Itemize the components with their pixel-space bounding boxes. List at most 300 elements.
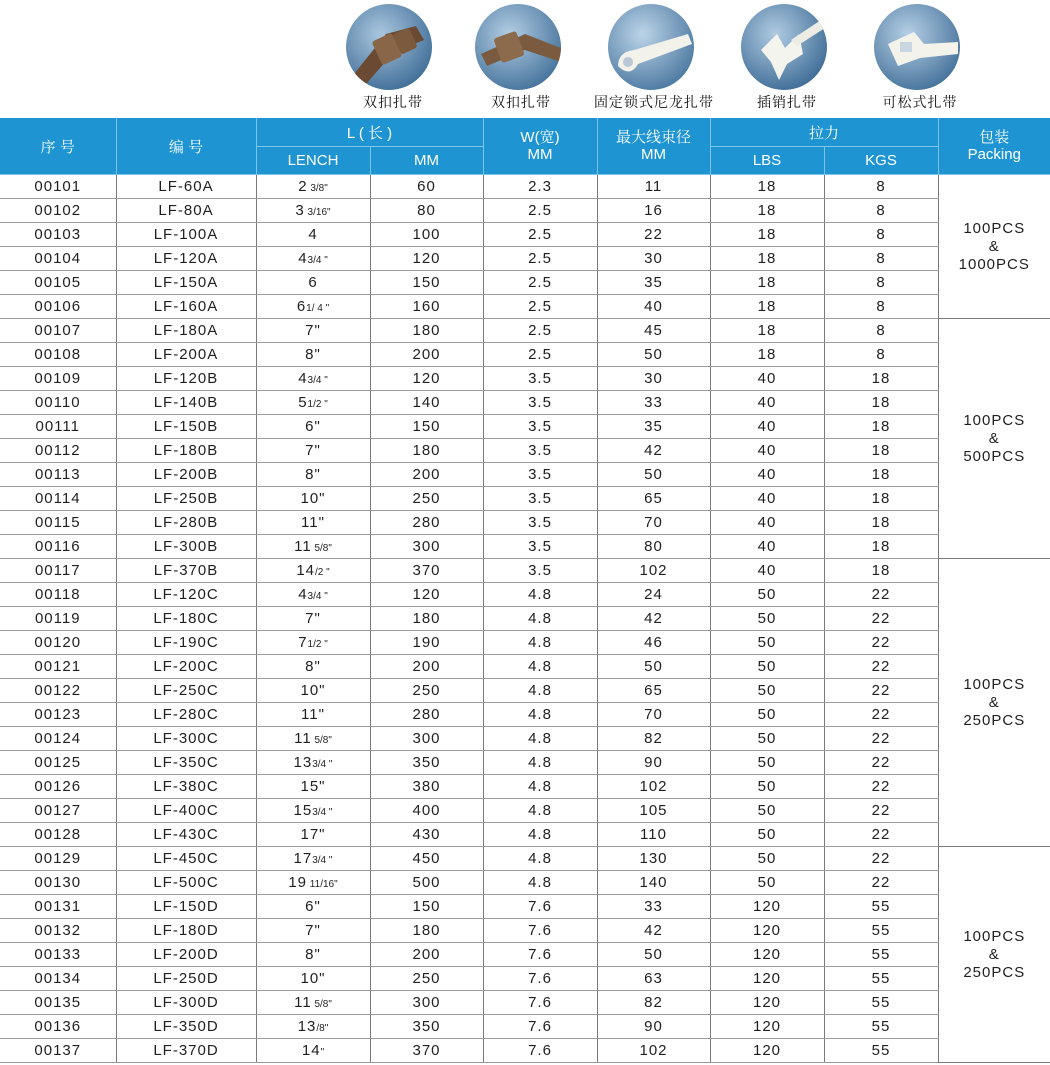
cell-mm: 150 <box>370 895 483 919</box>
table-row <box>0 583 1050 607</box>
inch-whole: 7" <box>305 322 321 339</box>
cell-kgs: 22 <box>824 583 938 607</box>
cell-kgs: 18 <box>824 415 938 439</box>
cell-seq: 00104 <box>0 247 116 271</box>
cell-width: 7.6 <box>483 991 597 1015</box>
inch-whole: 8" <box>305 346 321 363</box>
table-row <box>0 1015 1050 1039</box>
cell-mm: 200 <box>370 343 483 367</box>
cell-mm: 80 <box>370 199 483 223</box>
cell-width: 7.6 <box>483 919 597 943</box>
cell-kgs: 8 <box>824 223 938 247</box>
col-seq: 序 号 <box>0 118 116 175</box>
cell-width: 7.6 <box>483 1039 597 1063</box>
cell-inch <box>256 1015 370 1039</box>
inch-whole: 4 <box>298 250 308 267</box>
cell-kgs: 8 <box>824 319 938 343</box>
cell-bundle: 50 <box>597 463 710 487</box>
cell-code: LF-300C <box>116 727 256 751</box>
cell-code: LF-120B <box>116 367 256 391</box>
cell-kgs: 18 <box>824 367 938 391</box>
cell-inch <box>256 247 370 271</box>
cell-width: 2.5 <box>483 247 597 271</box>
table-row <box>0 415 1050 439</box>
cell-code: LF-100A <box>116 223 256 247</box>
spec-table <box>0 118 1050 1063</box>
inch-whole: 6" <box>305 898 321 915</box>
cell-mm: 250 <box>370 679 483 703</box>
cell-width: 2.5 <box>483 199 597 223</box>
cell-inch <box>256 895 370 919</box>
cell-bundle: 42 <box>597 439 710 463</box>
cell-bundle: 33 <box>597 895 710 919</box>
cell-inch <box>256 367 370 391</box>
cell-seq: 00107 <box>0 319 116 343</box>
cell-inch <box>256 679 370 703</box>
cell-width: 3.5 <box>483 559 597 583</box>
packing-line2: & <box>988 693 1000 711</box>
cell-seq: 00113 <box>0 463 116 487</box>
cell-inch <box>256 871 370 895</box>
table-row <box>0 607 1050 631</box>
cell-mm: 160 <box>370 295 483 319</box>
col-packing <box>938 118 1050 175</box>
cell-mm: 180 <box>370 439 483 463</box>
cell-kgs: 18 <box>824 439 938 463</box>
cell-code: LF-200A <box>116 343 256 367</box>
table-row <box>0 1039 1050 1063</box>
table-row <box>0 775 1050 799</box>
cell-mm: 400 <box>370 799 483 823</box>
cell-mm: 280 <box>370 703 483 727</box>
cell-width: 4.8 <box>483 847 597 871</box>
cell-lbs: 40 <box>710 511 824 535</box>
table-row <box>0 919 1050 943</box>
table-row <box>0 295 1050 319</box>
cell-bundle: 11 <box>597 175 710 199</box>
inch-whole: 7" <box>305 442 321 459</box>
col-code: 编 号 <box>116 118 256 175</box>
inch-whole: 8" <box>305 658 321 675</box>
inch-fraction: 3/4 " <box>312 855 333 866</box>
cell-inch <box>256 775 370 799</box>
cell-inch <box>256 175 370 199</box>
cell-width: 2.5 <box>483 271 597 295</box>
col-lench: LENCH <box>256 147 370 175</box>
cell-seq: 00101 <box>0 175 116 199</box>
product-double-lock-2 <box>455 0 587 118</box>
cell-width: 7.6 <box>483 967 597 991</box>
cell-inch <box>256 295 370 319</box>
cell-seq: 00125 <box>0 751 116 775</box>
cell-bundle: 65 <box>597 679 710 703</box>
cell-code: LF-450C <box>116 847 256 871</box>
inch-fraction: 3/4 " <box>312 807 333 818</box>
cell-inch <box>256 919 370 943</box>
product-caption: 固定锁式尼龙扎带 <box>594 94 714 110</box>
cell-lbs: 50 <box>710 631 824 655</box>
table-row <box>0 799 1050 823</box>
cell-bundle: 102 <box>597 775 710 799</box>
cell-inch <box>256 727 370 751</box>
packing-line3: 1000PCS <box>958 255 1030 273</box>
cell-kgs: 8 <box>824 343 938 367</box>
cell-mm: 500 <box>370 871 483 895</box>
cell-seq: 00124 <box>0 727 116 751</box>
cell-mm: 200 <box>370 463 483 487</box>
cell-bundle: 40 <box>597 295 710 319</box>
col-packing-label-en: Packing <box>967 146 1021 163</box>
product-gallery <box>0 0 1050 118</box>
table-row <box>0 967 1050 991</box>
cell-seq: 00115 <box>0 511 116 535</box>
cell-width: 2.5 <box>483 319 597 343</box>
inch-whole: 11 <box>294 994 312 1011</box>
cell-inch <box>256 199 370 223</box>
cell-seq: 00106 <box>0 295 116 319</box>
cell-lbs: 50 <box>710 799 824 823</box>
cell-lbs: 50 <box>710 871 824 895</box>
inch-fraction: 3/8" <box>307 183 328 194</box>
table-body <box>0 175 1050 1063</box>
inch-whole: 15" <box>300 778 326 795</box>
cell-seq: 00128 <box>0 823 116 847</box>
cell-bundle: 70 <box>597 511 710 535</box>
cell-kgs: 55 <box>824 1039 938 1063</box>
cell-seq: 00135 <box>0 991 116 1015</box>
cell-mm: 150 <box>370 271 483 295</box>
cell-inch <box>256 463 370 487</box>
table-row <box>0 703 1050 727</box>
cell-code: LF-430C <box>116 823 256 847</box>
cell-seq: 00130 <box>0 871 116 895</box>
product-double-lock-1 <box>327 0 459 118</box>
cell-lbs: 120 <box>710 1039 824 1063</box>
cell-inch <box>256 487 370 511</box>
inch-whole: 4 <box>298 586 308 603</box>
cell-inch <box>256 847 370 871</box>
cell-inch <box>256 343 370 367</box>
cell-kgs: 18 <box>824 535 938 559</box>
cell-code: LF-190C <box>116 631 256 655</box>
cell-inch <box>256 511 370 535</box>
cell-bundle: 82 <box>597 727 710 751</box>
cell-seq: 00122 <box>0 679 116 703</box>
cell-code: LF-250C <box>116 679 256 703</box>
inch-fraction: 5/8" <box>311 543 332 554</box>
cell-width: 4.8 <box>483 703 597 727</box>
cell-mm: 190 <box>370 631 483 655</box>
table-row <box>0 727 1050 751</box>
cell-inch <box>256 823 370 847</box>
cell-code: LF-370B <box>116 559 256 583</box>
cell-inch <box>256 559 370 583</box>
cell-code: LF-280B <box>116 511 256 535</box>
inch-whole: 10" <box>300 490 326 507</box>
cell-kgs: 55 <box>824 943 938 967</box>
packing-line1: 100PCS <box>963 219 1026 237</box>
cell-width: 2.3 <box>483 175 597 199</box>
inch-fraction: 3/16" <box>304 207 331 218</box>
cell-bundle: 50 <box>597 943 710 967</box>
table-row <box>0 343 1050 367</box>
cell-lbs: 18 <box>710 295 824 319</box>
cell-kgs: 22 <box>824 727 938 751</box>
col-packing-label: 包装 <box>979 129 1010 146</box>
cell-kgs: 55 <box>824 967 938 991</box>
cell-code: LF-500C <box>116 871 256 895</box>
table-row <box>0 511 1050 535</box>
table-row <box>0 895 1050 919</box>
push-pin-tie-icon <box>741 4 827 90</box>
inch-fraction: 3/4 " <box>307 375 328 386</box>
cell-seq: 00120 <box>0 631 116 655</box>
cell-seq: 00109 <box>0 367 116 391</box>
cell-packing <box>938 559 1050 847</box>
cell-lbs: 40 <box>710 415 824 439</box>
cell-seq: 00117 <box>0 559 116 583</box>
cell-seq: 00118 <box>0 583 116 607</box>
cell-mm: 450 <box>370 847 483 871</box>
inch-fraction: 1/2 " <box>307 399 328 410</box>
cell-mm: 60 <box>370 175 483 199</box>
table-row <box>0 991 1050 1015</box>
cell-code: LF-150B <box>116 415 256 439</box>
table-row <box>0 871 1050 895</box>
table-row <box>0 367 1050 391</box>
cell-mm: 370 <box>370 559 483 583</box>
cell-mm: 280 <box>370 511 483 535</box>
cell-packing <box>938 175 1050 319</box>
double-lock-tie-icon <box>346 4 432 90</box>
cell-lbs: 120 <box>710 967 824 991</box>
cell-code: LF-180B <box>116 439 256 463</box>
cell-lbs: 50 <box>710 727 824 751</box>
cell-lbs: 120 <box>710 1015 824 1039</box>
inch-whole: 13 <box>293 754 313 771</box>
cell-kgs: 8 <box>824 295 938 319</box>
cell-lbs: 40 <box>710 559 824 583</box>
cell-code: LF-140B <box>116 391 256 415</box>
cell-bundle: 140 <box>597 871 710 895</box>
cell-kgs: 22 <box>824 775 938 799</box>
mount-lock-nylon-tie-icon <box>608 4 694 90</box>
table-row <box>0 199 1050 223</box>
cell-seq: 00110 <box>0 391 116 415</box>
cell-mm: 140 <box>370 391 483 415</box>
col-length: L ( 长 ) <box>256 118 483 147</box>
cell-inch <box>256 751 370 775</box>
cell-bundle: 82 <box>597 991 710 1015</box>
cell-bundle: 102 <box>597 559 710 583</box>
cell-code: LF-80A <box>116 199 256 223</box>
cell-kgs: 8 <box>824 199 938 223</box>
cell-inch <box>256 943 370 967</box>
cell-bundle: 105 <box>597 799 710 823</box>
cell-code: LF-350C <box>116 751 256 775</box>
inch-whole: 8" <box>305 466 321 483</box>
inch-whole: 11" <box>301 514 325 531</box>
product-releasable <box>854 0 986 118</box>
cell-lbs: 40 <box>710 439 824 463</box>
inch-whole: 11" <box>301 706 325 723</box>
inch-whole: 15 <box>293 802 313 819</box>
cell-lbs: 50 <box>710 775 824 799</box>
cell-mm: 300 <box>370 535 483 559</box>
inch-whole: 2 <box>298 178 308 195</box>
cell-seq: 00134 <box>0 967 116 991</box>
cell-inch <box>256 439 370 463</box>
cell-bundle: 35 <box>597 415 710 439</box>
cell-width: 3.5 <box>483 487 597 511</box>
col-width-label: W(宽) <box>520 129 560 146</box>
cell-kgs: 18 <box>824 487 938 511</box>
cell-code: LF-60A <box>116 175 256 199</box>
product-mount-lock <box>588 0 720 118</box>
cell-kgs: 8 <box>824 175 938 199</box>
cell-kgs: 22 <box>824 631 938 655</box>
cell-inch <box>256 535 370 559</box>
cell-seq: 00136 <box>0 1015 116 1039</box>
cell-bundle: 16 <box>597 199 710 223</box>
cell-kgs: 22 <box>824 655 938 679</box>
cell-seq: 00103 <box>0 223 116 247</box>
cell-inch <box>256 391 370 415</box>
inch-whole: 11 <box>294 538 312 555</box>
inch-fraction: 3/4 " <box>307 591 328 602</box>
inch-whole: 3 <box>295 202 305 219</box>
cell-bundle: 42 <box>597 919 710 943</box>
cell-inch <box>256 607 370 631</box>
inch-whole: 14 <box>296 562 315 579</box>
cell-bundle: 22 <box>597 223 710 247</box>
cell-kgs: 8 <box>824 247 938 271</box>
inch-whole: 14 <box>301 1042 321 1059</box>
inch-whole: 7" <box>305 922 321 939</box>
inch-whole: 19 <box>288 874 308 891</box>
cell-mm: 300 <box>370 727 483 751</box>
cell-width: 4.8 <box>483 631 597 655</box>
cell-code: LF-400C <box>116 799 256 823</box>
inch-fraction: /2 " <box>315 567 330 578</box>
inch-fraction: 5/8" <box>311 999 332 1010</box>
cell-width: 4.8 <box>483 775 597 799</box>
cell-kgs: 8 <box>824 271 938 295</box>
cell-bundle: 80 <box>597 535 710 559</box>
inch-whole: 8" <box>305 946 321 963</box>
cell-code: LF-180C <box>116 607 256 631</box>
col-kgs: KGS <box>824 147 938 175</box>
packing-line1: 100PCS <box>963 675 1026 693</box>
cell-lbs: 18 <box>710 271 824 295</box>
cell-mm: 250 <box>370 967 483 991</box>
cell-code: LF-380C <box>116 775 256 799</box>
cell-code: LF-200C <box>116 655 256 679</box>
inch-whole: 5 <box>298 394 308 411</box>
table-row <box>0 487 1050 511</box>
cell-code: LF-150D <box>116 895 256 919</box>
cell-inch <box>256 967 370 991</box>
product-push-pin <box>721 0 853 118</box>
product-caption: 双扣扎带 <box>363 94 423 110</box>
cell-mm: 300 <box>370 991 483 1015</box>
cell-width: 2.5 <box>483 343 597 367</box>
cell-mm: 350 <box>370 1015 483 1039</box>
cell-kgs: 55 <box>824 919 938 943</box>
cell-packing <box>938 319 1050 559</box>
cell-lbs: 18 <box>710 199 824 223</box>
cell-seq: 00121 <box>0 655 116 679</box>
cell-width: 4.8 <box>483 727 597 751</box>
inch-fraction: 1/2 " <box>307 639 328 650</box>
inch-whole: 6 <box>308 274 318 291</box>
cell-inch <box>256 1039 370 1063</box>
cell-inch <box>256 319 370 343</box>
inch-whole: 10" <box>300 970 326 987</box>
cell-width: 3.5 <box>483 415 597 439</box>
cell-seq: 00123 <box>0 703 116 727</box>
double-lock-tie-strip-icon <box>475 4 561 90</box>
cell-lbs: 50 <box>710 607 824 631</box>
cell-width: 3.5 <box>483 535 597 559</box>
cell-lbs: 50 <box>710 679 824 703</box>
cell-lbs: 40 <box>710 463 824 487</box>
col-lbs: LBS <box>710 147 824 175</box>
product-caption: 双扣扎带 <box>491 94 551 110</box>
cell-inch <box>256 991 370 1015</box>
cell-bundle: 30 <box>597 367 710 391</box>
cell-mm: 150 <box>370 415 483 439</box>
inch-whole: 4 <box>298 370 308 387</box>
cell-lbs: 50 <box>710 751 824 775</box>
cell-kgs: 22 <box>824 847 938 871</box>
cell-mm: 120 <box>370 247 483 271</box>
table-row <box>0 847 1050 871</box>
cell-mm: 430 <box>370 823 483 847</box>
cell-bundle: 50 <box>597 343 710 367</box>
cell-width: 2.5 <box>483 223 597 247</box>
cell-inch <box>256 655 370 679</box>
cell-code: LF-370D <box>116 1039 256 1063</box>
inch-fraction: 3/4 " <box>307 255 328 266</box>
cell-seq: 00119 <box>0 607 116 631</box>
cell-bundle: 24 <box>597 583 710 607</box>
cell-seq: 00131 <box>0 895 116 919</box>
cell-bundle: 46 <box>597 631 710 655</box>
cell-mm: 200 <box>370 943 483 967</box>
cell-code: LF-120A <box>116 247 256 271</box>
cell-mm: 380 <box>370 775 483 799</box>
cell-width: 4.8 <box>483 655 597 679</box>
cell-width: 4.8 <box>483 607 597 631</box>
cell-bundle: 90 <box>597 1015 710 1039</box>
cell-lbs: 40 <box>710 391 824 415</box>
cell-lbs: 50 <box>710 583 824 607</box>
cell-bundle: 50 <box>597 655 710 679</box>
inch-whole: 17" <box>300 826 326 843</box>
cell-bundle: 110 <box>597 823 710 847</box>
cell-code: LF-250D <box>116 967 256 991</box>
cell-bundle: 45 <box>597 319 710 343</box>
cell-lbs: 120 <box>710 991 824 1015</box>
cell-bundle: 102 <box>597 1039 710 1063</box>
col-bundle-label: 最大线束径 <box>615 129 691 146</box>
col-bundle-unit: MM <box>641 146 666 163</box>
cell-lbs: 120 <box>710 919 824 943</box>
cell-seq: 00114 <box>0 487 116 511</box>
cell-inch <box>256 415 370 439</box>
table-row <box>0 943 1050 967</box>
